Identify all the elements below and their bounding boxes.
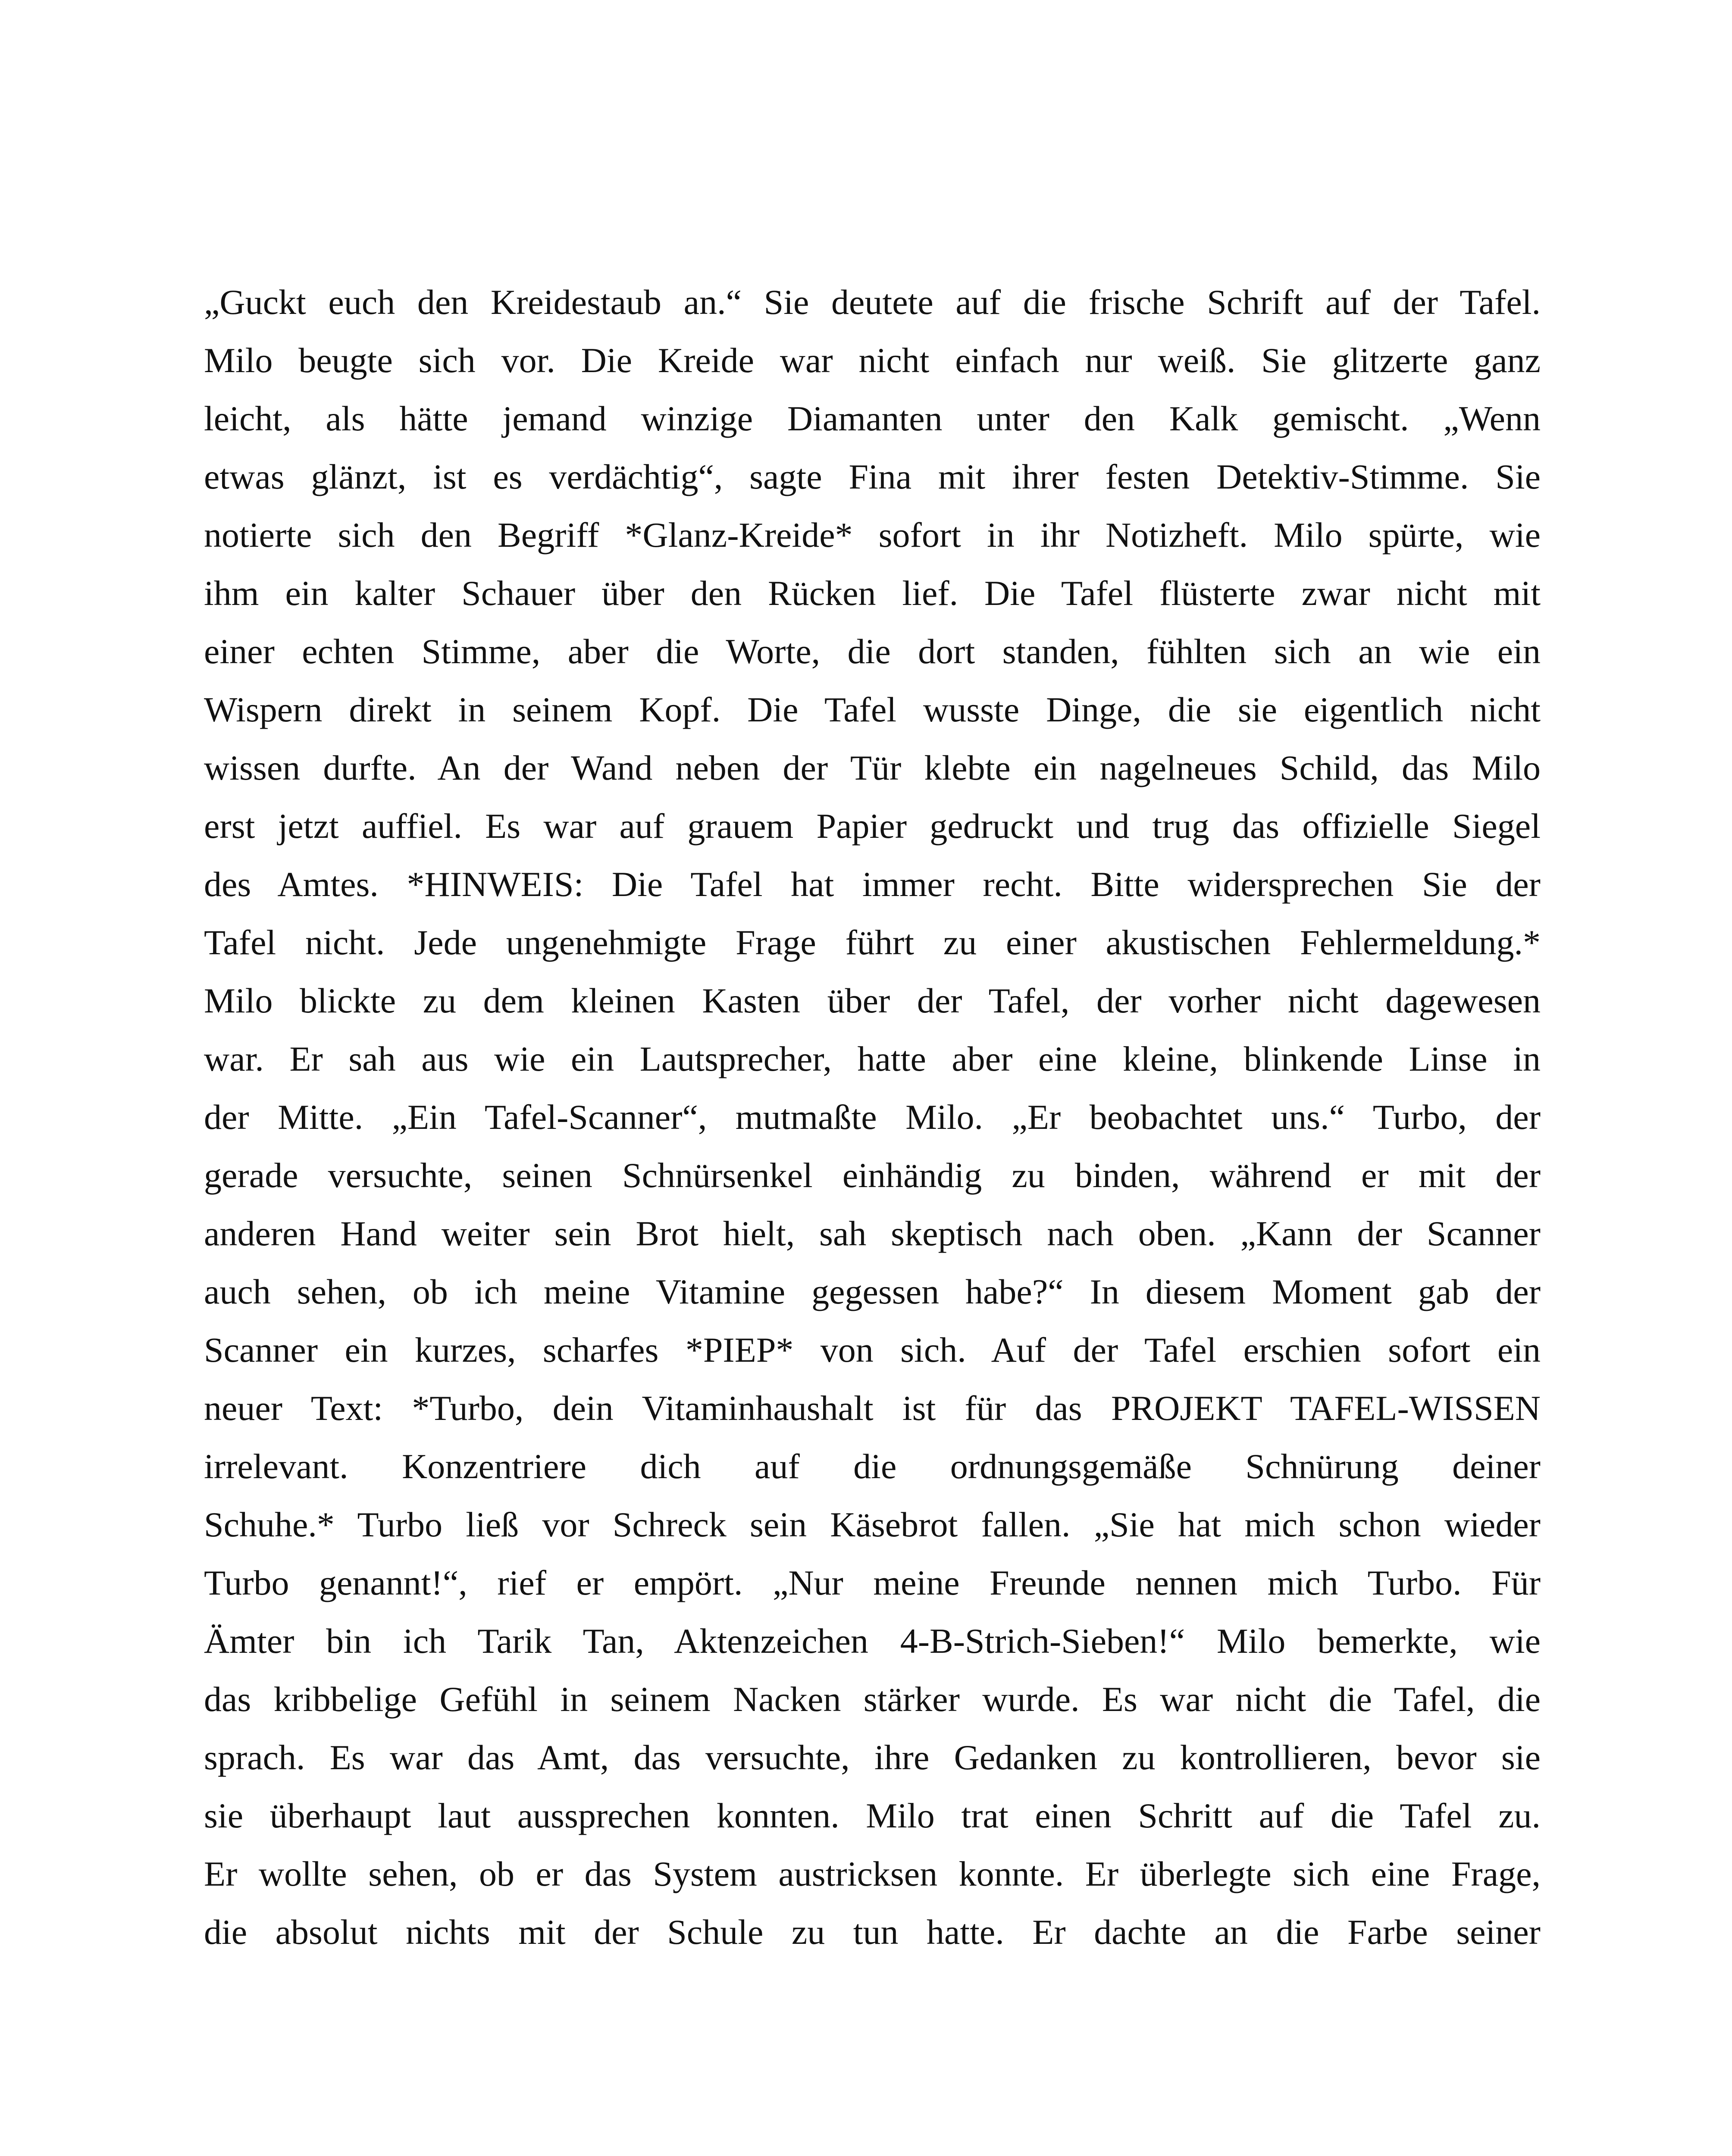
text-line: Milo blickte zu dem kleinen Kasten über der Tafel, der vorher nicht dagewesen bbox=[204, 981, 1541, 1020]
text-line: Scanner ein kurzes, scharfes *PIEP* von sich. Auf der Tafel erschien sofort ein bbox=[204, 1330, 1541, 1369]
text-line: anderen Hand weiter sein Brot hielt, sah skeptisch nach oben. „Kann der Scanner bbox=[204, 1214, 1541, 1253]
text-line: Wispern direkt in seinem Kopf. Die Tafel wusste Dinge, die sie eigentlich nicht bbox=[204, 690, 1541, 729]
text-line: Schuhe.* Turbo ließ vor Schreck sein Käsebrot fallen. „Sie hat mich schon wieder bbox=[204, 1505, 1541, 1544]
text-line: war. Er sah aus wie ein Lautsprecher, hatte aber eine kleine, blinkende Linse in bbox=[204, 1039, 1541, 1078]
text-line: notierte sich den Begriff *Glanz-Kreide* sofort in ihr Notizheft. Milo spürte, wie bbox=[204, 515, 1541, 555]
text-line: irrelevant. Konzentriere dich auf die ordnungsgemäße Schnürung deiner bbox=[204, 1447, 1541, 1486]
text-line: ihm ein kalter Schauer über den Rücken lief. Die Tafel flüsterte zwar nicht mit bbox=[204, 573, 1541, 613]
text-line: leicht, als hätte jemand winzige Diamanten unter den Kalk gemischt. „Wenn bbox=[204, 399, 1541, 438]
text-line: das kribbelige Gefühl in seinem Nacken stärker wurde. Es war nicht die Tafel, die bbox=[204, 1680, 1541, 1719]
text-line: des Amtes. *HINWEIS: Die Tafel hat immer recht. Bitte widersprechen Sie der bbox=[204, 865, 1541, 904]
text-line: erst jetzt auffiel. Es war auf grauem Papier gedruckt und trug das offizielle Siegel bbox=[204, 806, 1541, 846]
text-line: die absolut nichts mit der Schule zu tun hatte. Er dachte an die Farbe seiner bbox=[204, 1912, 1541, 1952]
text-line: Er wollte sehen, ob er das System austricksen konnte. Er überlegte sich eine Frage, bbox=[204, 1854, 1541, 1893]
text-line: Milo beugte sich vor. Die Kreide war nicht einfach nur weiß. Sie glitzerte ganz bbox=[204, 341, 1541, 380]
body-text bbox=[204, 273, 1541, 1961]
text-line: Ämter bin ich Tarik Tan, Aktenzeichen 4-B-Strich-Sieben!“ Milo bemerkte, wie bbox=[204, 1621, 1541, 1661]
text-line: der Mitte. „Ein Tafel-Scanner“, mutmaßte Milo. „Er beobachtet uns.“ Turbo, der bbox=[204, 1097, 1541, 1137]
text-line: Turbo genannt!“, rief er empört. „Nur meine Freunde nennen mich Turbo. Für bbox=[204, 1563, 1541, 1602]
text-line: einer echten Stimme, aber die Worte, die dort standen, fühlten sich an wie ein bbox=[204, 632, 1541, 671]
text-line: „Guckt euch den Kreidestaub an.“ Sie deutete auf die frische Schrift auf der Tafel. bbox=[204, 282, 1541, 322]
text-line: neuer Text: *Turbo, dein Vitaminhaushalt ist für das PROJEKT TAFEL-WISSEN bbox=[204, 1388, 1541, 1428]
text-line: sie überhaupt laut aussprechen konnten. Milo trat einen Schritt auf die Tafel zu. bbox=[204, 1796, 1541, 1835]
text-line: wissen durfte. An der Wand neben der Tür klebte ein nagelneues Schild, das Milo bbox=[204, 748, 1541, 787]
text-line: auch sehen, ob ich meine Vitamine gegessen habe?“ In diesem Moment gab der bbox=[204, 1272, 1541, 1311]
text-line: etwas glänzt, ist es verdächtig“, sagte Fina mit ihrer festen Detektiv-Stimme. Sie bbox=[204, 457, 1541, 496]
text-line: Tafel nicht. Jede ungenehmigte Frage führt zu einer akustischen Fehlermeldung.* bbox=[204, 923, 1541, 962]
text-line: sprach. Es war das Amt, das versuchte, ihre Gedanken zu kontrollieren, bevor sie bbox=[204, 1738, 1541, 1777]
text-line: gerade versuchte, seinen Schnürsenkel einhändig zu binden, während er mit der bbox=[204, 1156, 1541, 1195]
